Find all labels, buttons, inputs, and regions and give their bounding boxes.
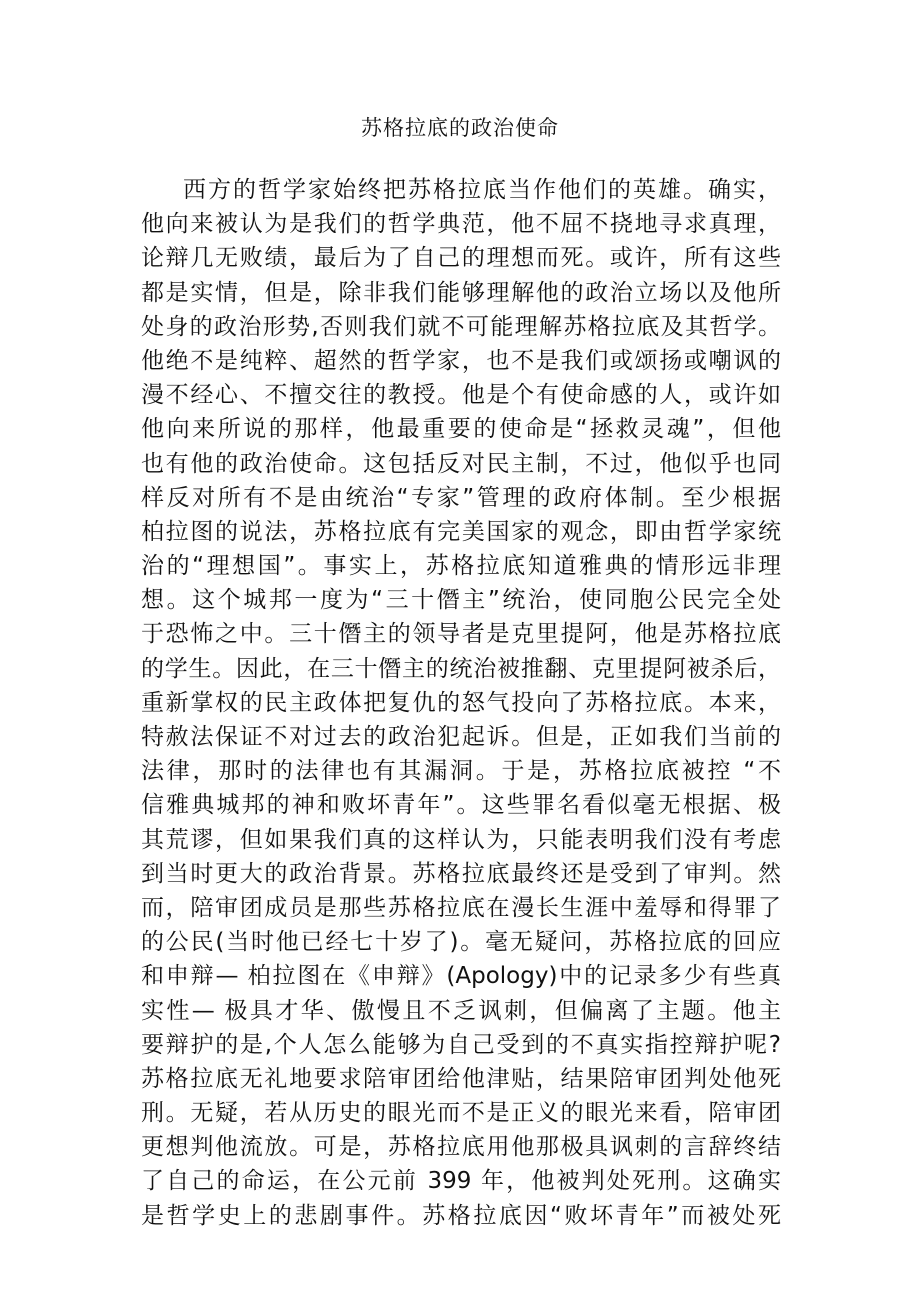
paragraph-line: 和申辩— 柏拉图在《申辩》(Apology)中的记录多少有些真 <box>141 963 781 990</box>
paragraph-line: 他绝不是纯粹、超然的哲学家，也不是我们或颂扬或嘲讽的 <box>141 347 781 374</box>
paragraph-line: 于恐怖之中。三十僭主的领导者是克里提阿，他是苏格拉底 <box>141 621 781 648</box>
paragraph-line: 样反对所有不是由统治“专家”管理的政府体制。至少根据 <box>141 484 781 511</box>
paragraph-line: 论辩几无败绩，最后为了自己的理想而死。或许，所有这些 <box>141 245 781 272</box>
paragraph-line: 特赦法保证不对过去的政治犯起诉。但是，正如我们当前的 <box>141 724 781 750</box>
paragraph-line: 要辩护的是,个人怎么能够为自己受到的不真实指控辩护呢? <box>141 1031 781 1058</box>
paragraph-line: 其荒谬，但如果我们真的这样认为，只能表明我们没有考虑 <box>141 826 781 853</box>
paragraph-line: 他向来被认为是我们的哲学典范，他不屈不挠地寻求真理， <box>141 211 781 238</box>
paragraph-line: 是哲学史上的悲剧事件。苏格拉底因“败坏青年”而被处死 <box>141 1202 781 1229</box>
paragraph-line: 处身的政治形势,否则我们就不可能理解苏格拉底及其哲学。 <box>141 313 781 340</box>
paragraph-line: 苏格拉底无礼地要求陪审团给他津贴，结果陪审团判处他死 <box>141 1065 781 1092</box>
paragraph-line: 到当时更大的政治背景。苏格拉底最终还是受到了审判。然 <box>141 860 781 887</box>
paragraph-line: 治的“理想国”。事实上，苏格拉底知道雅典的情形远非理 <box>141 553 781 580</box>
paragraph-line: 了自己的命运，在公元前 399 年，他被判处死刑。这确实 <box>141 1168 781 1195</box>
paragraph-line: 信雅典城邦的神和败坏青年”。这些罪名看似毫无根据、极 <box>141 792 781 819</box>
paragraph-line: 而，陪审团成员是那些苏格拉底在漫长生涯中羞辱和得罪了 <box>141 894 781 921</box>
paragraph-line: 更想判他流放。可是，苏格拉底用他那极具讽刺的言辞终结 <box>141 1134 781 1161</box>
paragraph-line: 的学生。因此，在三十僭主的统治被推翻、克里提阿被杀后， <box>141 655 781 682</box>
paragraph-line: 想。这个城邦一度为“三十僭主”统治，使同胞公民完全处 <box>141 587 781 614</box>
paragraph-line: 柏拉图的说法，苏格拉底有完美国家的观念，即由哲学家统 <box>141 518 781 545</box>
paragraph-line: 重新掌权的民主政体把复仇的怒气投向了苏格拉底。本来， <box>141 689 781 716</box>
paragraph-line: 也有他的政治使命。这包括反对民主制，不过，他似乎也同 <box>141 450 781 477</box>
paragraph-line: 法律，那时的法律也有其漏洞。于是，苏格拉底被控 “不 <box>141 758 781 785</box>
document-title: 苏格拉底的政治使命 <box>361 116 559 140</box>
paragraph-line: 实性— 极具才华、傲慢且不乏讽刺，但偏离了主题。他主 <box>141 997 781 1024</box>
paragraph-line: 刑。无疑，若从历史的眼光而不是正义的眼光来看，陪审团 <box>141 1100 781 1127</box>
paragraph-line: 的公民(当时他已经七十岁了)。毫无疑问，苏格拉底的回应 <box>141 929 781 956</box>
paragraph-line: 西方的哲学家始终把苏格拉底当作他们的英雄。确实， <box>183 177 781 203</box>
paragraph-line: 都是实情，但是，除非我们能够理解他的政治立场以及他所 <box>141 279 781 306</box>
body-paragraph <box>141 173 781 1233</box>
paragraph-line: 漫不经心、不擅交往的教授。他是个有使命感的人，或许如 <box>141 382 781 409</box>
paragraph-line: 他向来所说的那样，他最重要的使命是“拯救灵魂”，但他 <box>141 416 781 443</box>
